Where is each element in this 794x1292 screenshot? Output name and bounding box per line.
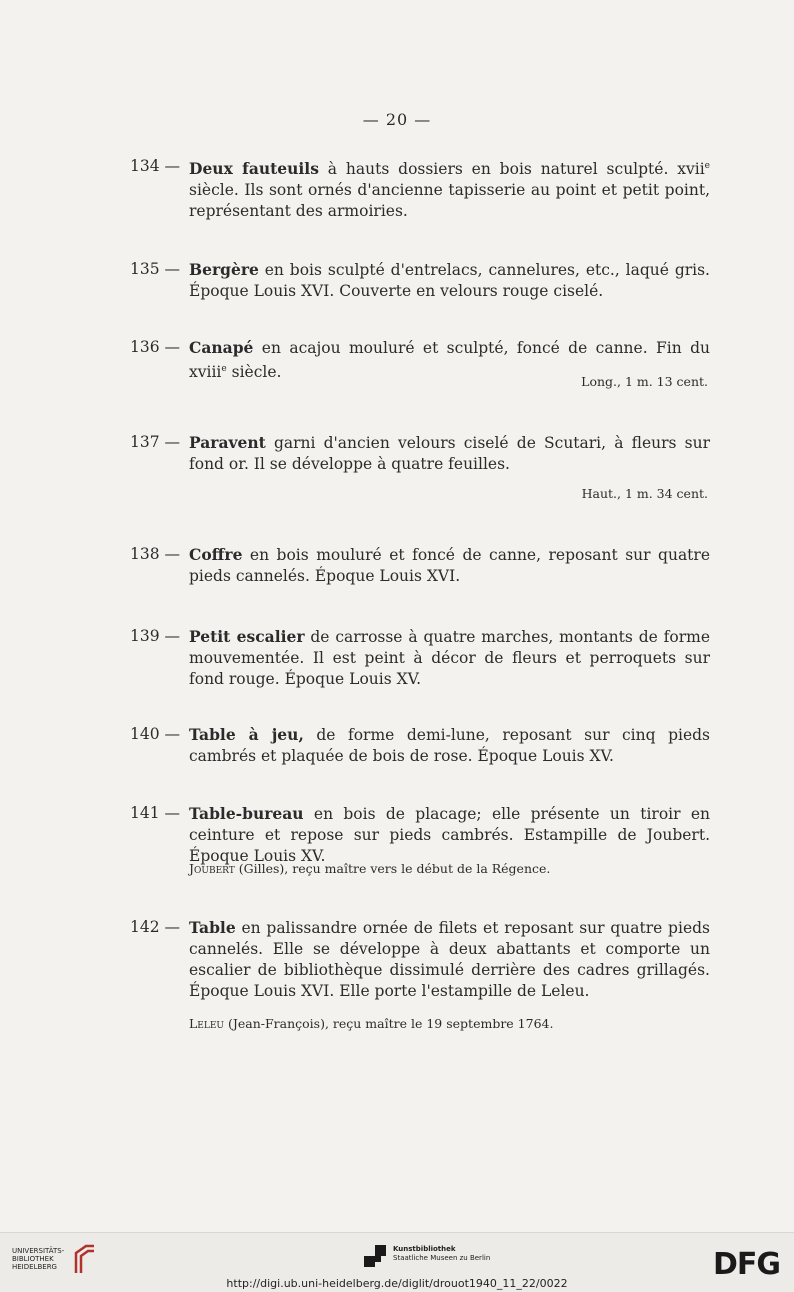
kunstbibliothek-label: Kunstbibliothek Staatliche Museen zu Berlin bbox=[393, 1245, 491, 1262]
entry-description: Canapé en acajou mouluré et sculpté, foncé de canne. Fin du xviii$^e$ siècle. bbox=[189, 338, 710, 382]
entry-title: Paravent bbox=[189, 433, 266, 452]
entry-description: Deux fauteuils à hauts dossiers en bois naturel sculpté. xvii$^e$ siècle. Ils sont ornés d'ancienne tapisserie au point et petit point, représentant des armoiries. bbox=[189, 159, 710, 221]
kunstbibliothek-logo-icon bbox=[364, 1245, 386, 1267]
catalog-entry bbox=[130, 626, 710, 690]
entry-title: Table bbox=[189, 918, 236, 937]
entry-title: Deux fauteuils bbox=[189, 159, 319, 179]
entry-description: Table en palissandre ornée de filets et reposant sur quatre pieds cannelés. Elle se développe à deux abattants et comporte un escalier de bibliothèque dissimulé derrière des cadres grillagés. Époque Louis XVI. Elle porte l'estampille de Leleu. bbox=[189, 918, 710, 1000]
heidelberg-logo-icon bbox=[72, 1243, 96, 1277]
entry-title: Table-bureau bbox=[189, 804, 304, 823]
entry-title: Canapé bbox=[189, 338, 254, 357]
entry-title: Bergère bbox=[189, 260, 259, 279]
page-number: — 20 — bbox=[362, 110, 432, 129]
dfg-logo: DFG bbox=[712, 1247, 780, 1282]
entry-number: 141 — bbox=[130, 804, 181, 822]
entry-note: Joubert (Gilles), reçu maître vers le début de la Régence. bbox=[189, 861, 551, 876]
source-url-link[interactable]: http://digi.ub.uni-heidelberg.de/diglit/drouot1940_11_22/0022 bbox=[226, 1277, 568, 1290]
entry-title: Coffre bbox=[189, 545, 243, 564]
entry-number: 135 — bbox=[130, 260, 181, 278]
entry-number: 142 — bbox=[130, 918, 181, 936]
catalog-entry bbox=[130, 156, 710, 222]
entry-description: Paravent garni d'ancien velours ciselé de Scutari, à fleurs sur fond or. Il se développe à quatre feuilles. bbox=[189, 433, 710, 473]
footer-bar bbox=[0, 1232, 794, 1292]
note-name: Joubert bbox=[189, 861, 235, 876]
entry-description: Coffre en bois mouluré et foncé de canne, reposant sur quatre pieds cannelés. Époque Louis XVI. bbox=[189, 545, 710, 585]
heidelberg-library-label: UNIVERSITÄTS- BIBLIOTHEK HEIDELBERG bbox=[12, 1247, 65, 1271]
entry-description: Table à jeu, de forme demi-lune, reposant sur cinq pieds cambrés et plaquée de bois de rose. Époque Louis XV. bbox=[189, 725, 710, 765]
catalog-entry bbox=[130, 432, 710, 475]
catalog-entry bbox=[130, 917, 710, 1002]
catalog-entry bbox=[130, 544, 710, 587]
entry-title: Table à jeu, bbox=[189, 725, 304, 744]
entry-number: 134 — bbox=[130, 157, 181, 175]
entry-title: Petit escalier bbox=[189, 627, 305, 646]
note-name: Leleu bbox=[189, 1016, 225, 1031]
entry-description: Petit escalier de carrosse à quatre marches, montants de forme mouvementée. Il est peint à décor de fleurs et perroquets sur fond rouge. Époque Louis XV. bbox=[189, 627, 710, 688]
entry-number: 137 — bbox=[130, 433, 181, 451]
catalog-entry bbox=[130, 259, 710, 302]
entry-dimensions: Long., 1 m. 13 cent. bbox=[581, 374, 708, 389]
entry-number: 136 — bbox=[130, 338, 181, 356]
entry-dimensions: Haut., 1 m. 34 cent. bbox=[581, 486, 708, 501]
entry-number: 140 — bbox=[130, 725, 181, 743]
entry-description: Table-bureau en bois de placage; elle présente un tiroir en ceinture et repose sur pieds cambrés. Estampille de Joubert. Époque Louis XV. bbox=[189, 804, 710, 865]
catalog-entry bbox=[130, 803, 710, 867]
entry-note: Leleu (Jean-François), reçu maître le 19 septembre 1764. bbox=[189, 1016, 554, 1031]
entry-number: 139 — bbox=[130, 627, 181, 645]
entry-number: 138 — bbox=[130, 545, 181, 563]
catalog-entry bbox=[130, 724, 710, 767]
entry-description: Bergère en bois sculpté d'entrelacs, cannelures, etc., laqué gris. Époque Louis XVI. Couverte en velours rouge ciselé. bbox=[189, 260, 710, 300]
